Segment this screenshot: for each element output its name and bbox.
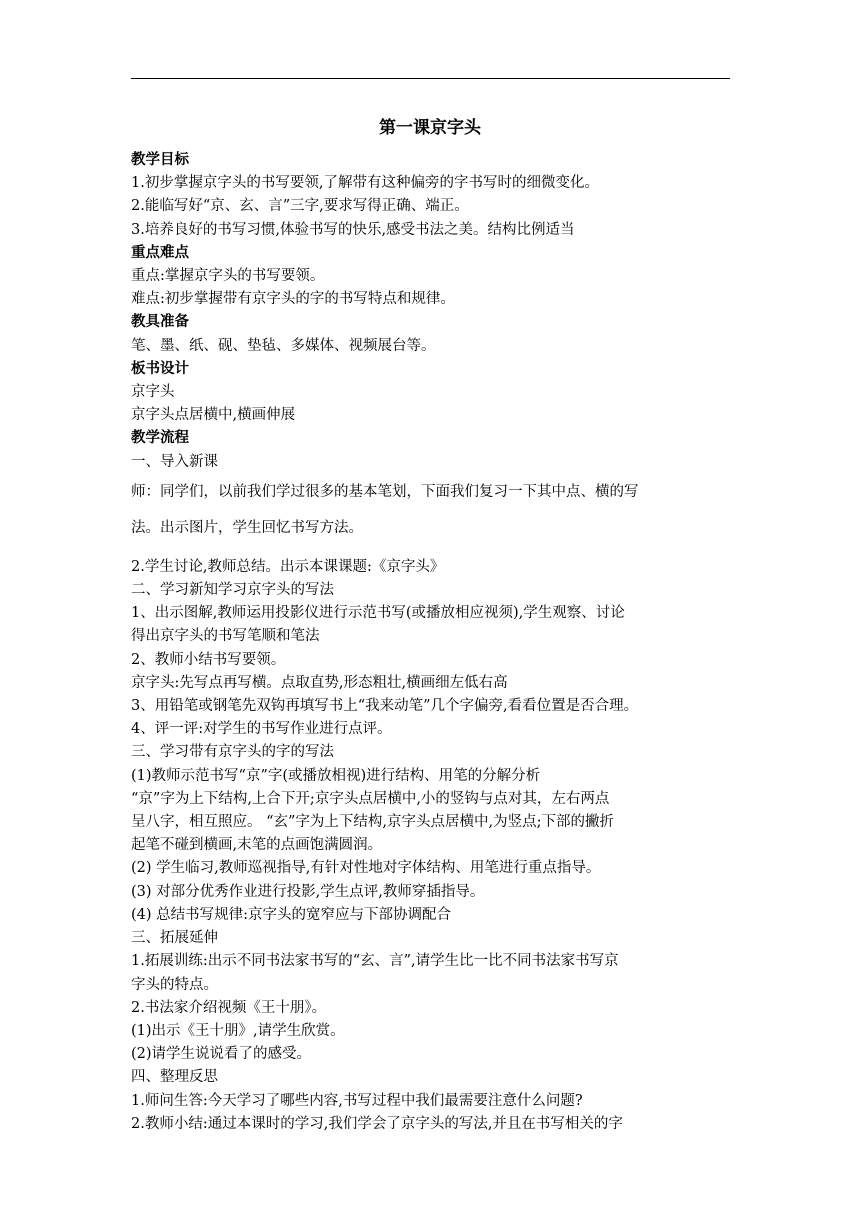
process-line: 1.拓展训练:出示不同书法家书写的“玄、言”,请学生比一比不同书法家书写京 <box>131 953 619 970</box>
key-point-line: 重点:掌握京字头的书写要领。 <box>131 268 325 285</box>
key-point-line: 难点:初步掌握带有京字头的字的书写特点和规律。 <box>131 291 455 308</box>
process-line: 一、导入新课 <box>131 453 218 470</box>
header-rule <box>131 78 730 79</box>
process-line: 2.教师小结:通过本课时的学习,我们学会了京字头的写法,并且在书写相关的字 <box>131 1115 623 1132</box>
board-line: 京字头点居横中,横画伸展 <box>131 407 296 424</box>
process-line: “京”字为上下结构,上合下开;京字头点居横中,小的竖钩与点对其，左右两点 <box>131 790 610 807</box>
process-line: 2.学生讨论,教师总结。出示本课课题:《京字头》 <box>131 558 445 575</box>
objective-line: 2.能临写好“京、玄、言”三字,要求写得正确、端正。 <box>131 198 469 215</box>
heading-materials: 教具准备 <box>131 314 189 331</box>
process-line: 三、学习带有京字头的字的写法 <box>131 744 334 761</box>
process-line: 起笔不碰到横画,末笔的点画饱满圆润。 <box>131 837 383 854</box>
process-line: 三、拓展延伸 <box>131 930 218 947</box>
process-line: 得出京字头的书写笔顺和笔法 <box>131 628 320 645</box>
process-line: 字头的特点。 <box>131 976 218 993</box>
process-line: (1)教师示范书写“京”字(或播放相视)进行结构、用笔的分解分析 <box>131 767 541 784</box>
heading-process: 教学流程 <box>131 430 189 447</box>
materials-line: 笔、墨、纸、砚、垫毡、多媒体、视频展台等。 <box>131 337 436 354</box>
board-line: 京字头 <box>131 384 175 401</box>
heading-key-points: 重点难点 <box>131 244 189 261</box>
objective-line: 1.初步掌握京字头的书写要领,了解带有这种偏旁的字书写时的细微变化。 <box>131 175 599 192</box>
process-line: 师：同学们，以前我们学过很多的基本笔划，下面我们复习一下其中点、横的写 <box>131 483 639 500</box>
process-line: 法。出示图片，学生回忆书写方法。 <box>131 519 363 536</box>
process-line: 3、用铅笔或钢笔先双钩再填写书上“我来动笔”几个字偏旁,看看位置是否合理。 <box>131 698 639 715</box>
process-line: (1)出示《王十朋》,请学生欣赏。 <box>131 1022 345 1039</box>
process-line: 四、整理反思 <box>131 1069 218 1086</box>
process-line: 1、出示图解,教师运用投影仪进行示范书写(或播放相应视须),学生观察、讨论 <box>131 605 625 622</box>
process-line: 2、教师小结书写要领。 <box>131 651 286 668</box>
heading-board-design: 板书设计 <box>131 360 189 377</box>
process-line: 4、评一评:对学生的书写作业进行点评。 <box>131 721 392 738</box>
process-line: (3) 对部分优秀作业进行投影,学生点评,教师穿插指导。 <box>131 883 485 900</box>
process-line: (4) 总结书写规律:京字头的宽窄应与下部协调配合 <box>131 906 452 923</box>
heading-objectives: 教学目标 <box>131 152 189 168</box>
process-line: 京字头:先写点再写横。点取直势,形态粗壮,横画细左低右高 <box>131 674 508 691</box>
objective-line: 3.培养良好的书写习惯,体验书写的快乐,感受书法之美。结构比例适当 <box>131 221 575 238</box>
process-line: 1.师问生答:今天学习了哪些内容,书写过程中我们最需要注意什么问题? <box>131 1092 583 1109</box>
process-line: 2.书法家介绍视频《王十朋》。 <box>131 999 327 1016</box>
process-line: (2) 学生临习,教师巡视指导,有针对性地对字体结构、用笔进行重点指导。 <box>131 860 601 877</box>
process-line: 呈八字，相互照应。 “玄”字为上下结构,京字头点居横中,为竖点;下部的撇折 <box>131 814 615 831</box>
document-body <box>131 149 736 1136</box>
process-line: 二、学习新知学习京字头的写法 <box>131 582 334 599</box>
page-title: 第一课京字头 <box>379 118 481 138</box>
paragraph-gap <box>131 546 736 556</box>
process-line: (2)请学生说说看了的感受。 <box>131 1046 312 1063</box>
